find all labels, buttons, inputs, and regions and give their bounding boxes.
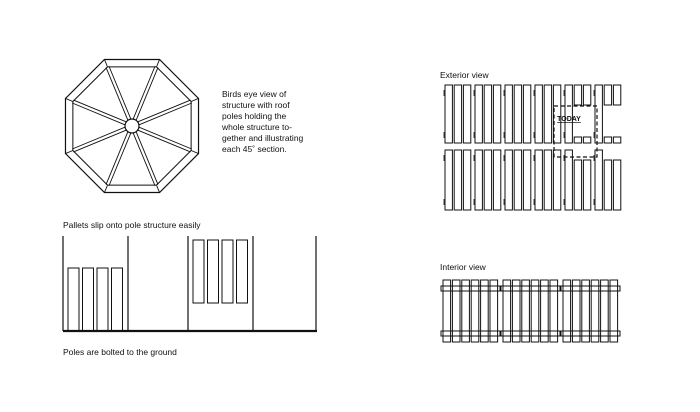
- exterior-slat: [463, 150, 470, 210]
- exterior-slat: [523, 150, 530, 210]
- exterior-slat: [613, 85, 620, 105]
- roof-pole: [109, 66, 131, 119]
- interior-slat: [563, 280, 571, 342]
- interior-view-drawing: [441, 280, 620, 342]
- octagon-outer-wall: [65, 59, 198, 192]
- exterior-slat: [445, 85, 452, 143]
- exterior-slat: [454, 85, 461, 143]
- interior-slat: [462, 280, 470, 342]
- corner-joint: [104, 59, 107, 66]
- pallet-slat: [208, 240, 219, 303]
- exterior-slat: [454, 150, 461, 210]
- interior-crossboard: [441, 331, 500, 336]
- interior-slat: [601, 280, 609, 342]
- exterior-slat: [553, 150, 560, 210]
- exterior-slat: [613, 137, 620, 143]
- interior-slat: [512, 280, 520, 342]
- interior-slat: [522, 280, 530, 342]
- exterior-slat: [523, 85, 530, 143]
- exterior-slat: [463, 85, 470, 143]
- roof-pole: [138, 130, 191, 152]
- interior-slat: [490, 280, 498, 342]
- corner-joint: [156, 59, 159, 66]
- exterior-slat: [544, 85, 551, 143]
- interior-crossboard: [561, 286, 620, 291]
- roof-pole: [72, 103, 125, 125]
- exterior-slat: [574, 160, 581, 210]
- corner-joint: [104, 185, 107, 192]
- exterior-slat: [604, 137, 611, 143]
- central-hub: [125, 119, 139, 133]
- pallet-slat: [83, 268, 94, 331]
- roof-pole: [136, 67, 158, 120]
- interior-slat: [481, 280, 489, 342]
- interior-view-label: Interior view: [440, 262, 486, 272]
- exterior-slat: [493, 150, 500, 210]
- exterior-slat: [484, 85, 491, 143]
- interior-crossboard: [561, 331, 620, 336]
- octagon-inner-wall: [73, 67, 191, 185]
- interior-slat: [572, 280, 580, 342]
- exterior-slat: [583, 137, 590, 143]
- interior-crossboard: [501, 331, 560, 336]
- pallet-slat: [112, 268, 123, 331]
- pallets-caption: Pallets slip onto pole structure easily: [63, 220, 201, 230]
- exterior-slat: [505, 150, 512, 210]
- interior-slat: [443, 280, 451, 342]
- roof-pole: [73, 100, 126, 122]
- corner-joint: [156, 185, 159, 192]
- octagon-birds-eye-view: [65, 59, 198, 192]
- roof-pole: [72, 127, 125, 149]
- interior-slat: [550, 280, 558, 342]
- pallet-slat: [222, 240, 233, 303]
- interior-slat: [471, 280, 479, 342]
- interior-slat: [591, 280, 599, 342]
- roof-pole: [106, 67, 128, 120]
- exterior-slat: [604, 160, 611, 210]
- exterior-slat: [535, 150, 542, 210]
- exterior-slat: [505, 85, 512, 143]
- roof-pole: [138, 100, 191, 122]
- corner-joint: [65, 98, 72, 101]
- exterior-slat: [445, 150, 452, 210]
- roof-pole: [139, 127, 192, 149]
- exterior-slat: [475, 85, 482, 143]
- pallet-slat: [97, 268, 108, 331]
- pallet-slat: [193, 240, 204, 303]
- exterior-slat: [565, 85, 572, 143]
- interior-crossboard: [441, 286, 500, 291]
- interior-slat: [503, 280, 511, 342]
- roof-pole: [106, 132, 128, 185]
- corner-joint: [65, 150, 72, 153]
- exterior-slat: [514, 85, 521, 143]
- exterior-slat: [475, 150, 482, 210]
- roof-pole: [133, 133, 155, 186]
- pallet-slat: [237, 240, 248, 303]
- roof-pole: [73, 130, 126, 152]
- exterior-slat: [493, 85, 500, 143]
- exterior-slat: [595, 150, 602, 210]
- interior-slat: [541, 280, 549, 342]
- roof-pole: [136, 132, 158, 185]
- pole-structure-side-view: [63, 236, 317, 331]
- roof-pole: [139, 103, 192, 125]
- poles-caption: Poles are bolted to the ground: [63, 347, 177, 357]
- exterior-slat: [535, 85, 542, 143]
- interior-slat: [452, 280, 460, 342]
- pallet-slat: [68, 268, 79, 331]
- today-sign-label: TODAY: [557, 116, 581, 123]
- roof-pole: [109, 133, 131, 186]
- interior-crossboard: [501, 286, 560, 291]
- exterior-view-label: Exterior view: [440, 70, 489, 80]
- exterior-slat: [604, 85, 611, 105]
- corner-joint: [191, 150, 198, 153]
- birds-eye-description: Birds eye view of structure with roof poles holding the whole structure to- gether and illustrating each 45˚ section.: [222, 89, 304, 154]
- interior-slat: [582, 280, 590, 342]
- roof-pole: [133, 66, 155, 119]
- exterior-slat: [613, 160, 620, 210]
- exterior-slat: [544, 150, 551, 210]
- exterior-slat: [583, 85, 590, 105]
- exterior-slat: [583, 160, 590, 210]
- corner-joint: [191, 98, 198, 101]
- exterior-slat: [484, 150, 491, 210]
- exterior-slat: [595, 85, 602, 143]
- interior-slat: [610, 280, 618, 342]
- exterior-slat: [574, 137, 581, 143]
- interior-slat: [531, 280, 539, 342]
- exterior-slat: [574, 85, 581, 105]
- exterior-slat: [565, 150, 572, 210]
- exterior-view-drawing: [444, 85, 621, 210]
- exterior-slat: [514, 150, 521, 210]
